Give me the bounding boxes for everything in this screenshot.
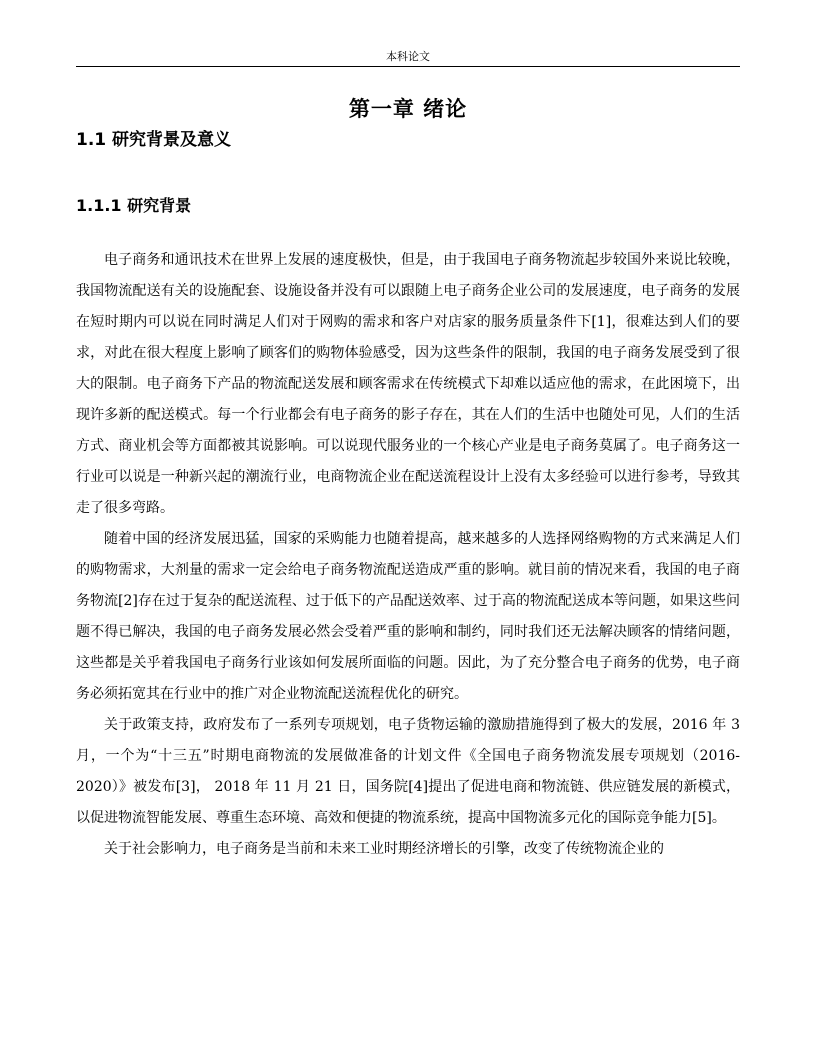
paragraph: 关于政策支持，政府发布了一系列专项规划，电子货物运输的激励措施得到了极大的发展，2016 年 3 月，一个为“十三五”时期电商物流的发展做准备的计划文件《全国电子商务物流发展专项规划（2016-2020）》被发布[3]， 2018 年 11 月 21 日，国务院[4]提出了促进电商和物流链、供应链发展的新模式，以促进物流智能发展、尊重生态环境、高效和便捷的物流系统，提高中国物流多元化的国际竞争能力[5]。: [76, 717, 740, 826]
chapter-title: 第一章 绪论: [348, 97, 468, 121]
subsection-heading: 1.1.1 研究背景: [76, 196, 192, 215]
header-divider: [76, 66, 740, 67]
body-text: [76, 245, 740, 865]
paragraph: 随着中国的经济发展迅猛，国家的采购能力也随着提高，越来越多的人选择网络购物的方式来满足人们的购物需求，大剂量的需求一定会给电子商务物流配送造成严重的影响。就目前的情况来看，我国的电子商务物流[2]存在过于复杂的配送流程、过于低下的产品配送效率、过于高的物流配送成本等问题，如果这些问题不得已解决，我国的电子商务发展必然会受着严重的影响和制约，同时我们还无法解决顾客的情绪问题，这些都是关乎着我国电子商务行业该如何发展所面临的问题。因此，为了充分整合电子商务的优势，电子商务必须拓宽其在行业中的推广对企业物流配送流程优化的研究。: [76, 531, 740, 702]
running-header: 本科论文: [386, 50, 430, 63]
paragraph: 电子商务和通讯技术在世界上发展的速度极快，但是，由于我国电子商务物流起步较国外来说比较晚，我国物流配送有关的设施配套、设施设备并没有可以跟随上电子商务企业公司的发展速度，电子商务的发展在短时期内可以说在同时满足人们对于网购的需求和客户对店家的服务质量条件下[1]，很难达到人们的要求，对此在很大程度上影响了顾客们的购物体验感受，因为这些条件的限制，我国的电子商务发展受到了很大的限制。电子商务下产品的物流配送发展和顾客需求在传统模式下却难以适应他的需求，在此困境下，出现许多新的配送模式。每一个行业都会有电子商务的影子存在，其在人们的生活中也随处可见，人们的生活方式、商业机会等方面都被其说影响。可以说现代服务业的一个核心产业是电子商务莫属了。电子商务这一行业可以说是一种新兴起的潮流行业，电商物流企业在配送流程设计上没有太多经验可以进行参考，导致其走了很多弯路。: [76, 252, 740, 516]
section-heading: 1.1 研究背景及意义: [76, 130, 232, 150]
paragraph: 关于社会影响力，电子商务是当前和未来工业时期经济增长的引擎，改变了传统物流企业的: [104, 841, 664, 857]
